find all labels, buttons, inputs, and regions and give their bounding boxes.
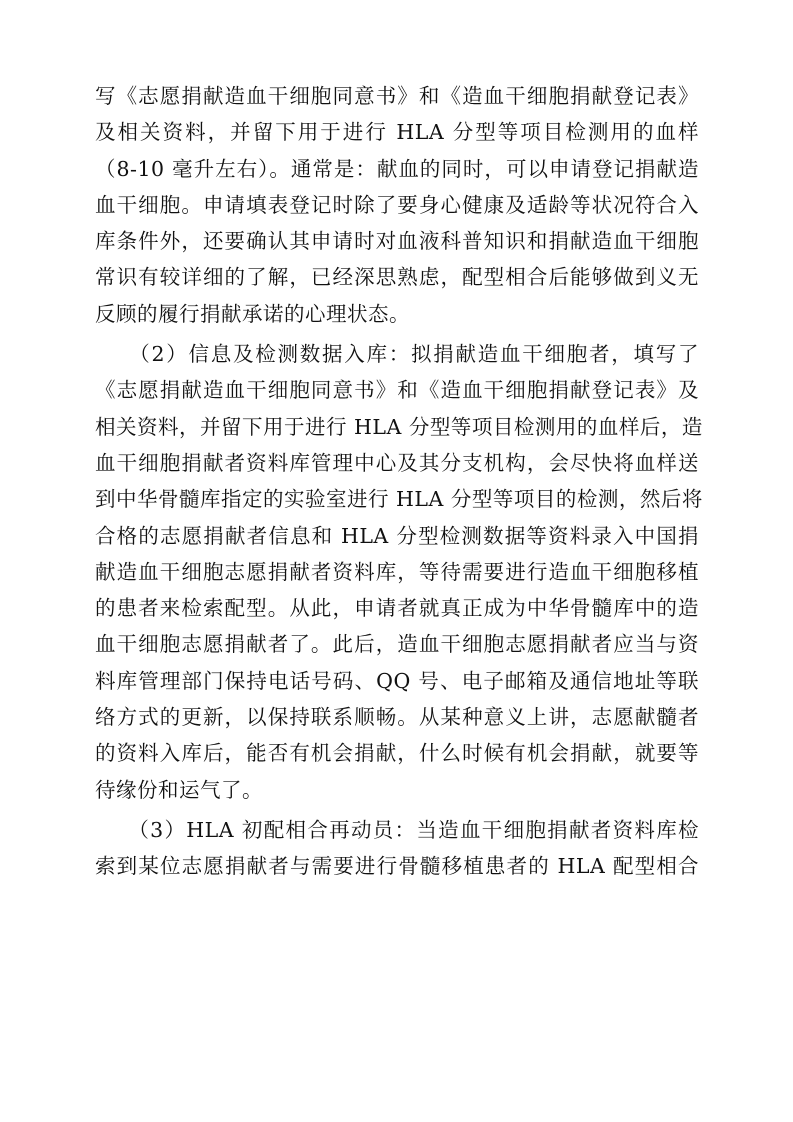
text-line: 库条件外，还要确认其申请时对血液科普知识和捐献造血干细胞 <box>95 229 699 254</box>
text-line: 写《志愿捐献造血干细胞同意书》和《造血干细胞捐献登记表》 <box>95 84 699 108</box>
text-line: 的资料入库后，能否有机会捐献，什么时候有机会捐献，就要等 <box>95 741 699 766</box>
text-line: 血干细胞。申请填表登记时除了要身心健康及适龄等状况符合入 <box>95 192 699 217</box>
text-line: 常识有较详细的了解，已经深思熟虑，配型相合后能够做到义无 <box>95 265 699 290</box>
text-line: 络方式的更新，以保持联系顺畅。从某种意义上讲，志愿献髓者 <box>95 705 699 730</box>
text-line: 血干细胞捐献者资料库管理中心及其分支机构，会尽快将血样送 <box>95 450 699 475</box>
paragraph-3 <box>95 812 699 885</box>
text-line: 合格的志愿捐献者信息和 HLA 分型检测数据等资料录入中国捐 <box>95 523 699 548</box>
text-line: 的患者来检索配型。从此，申请者就真正成为中华骨髓库中的造 <box>95 596 699 621</box>
text-line: 到中华骨髓库指定的实验室进行 HLA 分型等项目的检测，然后将 <box>95 487 703 512</box>
text-line: （2）信息及检测数据入库：拟捐献造血干细胞者，填写了 <box>95 342 699 367</box>
text-line: 待缘份和运气了。 <box>95 777 263 802</box>
document-page <box>95 78 703 889</box>
text-line: 及相关资料，并留下用于进行 HLA 分型等项目检测用的血样 <box>95 120 699 145</box>
text-line: 《志愿捐献造血干细胞同意书》和《造血干细胞捐献登记表》及 <box>95 378 699 403</box>
text-line: 血干细胞志愿捐献者了。此后，造血干细胞志愿捐献者应当与资 <box>95 632 699 657</box>
text-line: 索到某位志愿捐献者与需要进行骨髓移植患者的 HLA 配型相合 <box>95 854 699 879</box>
text-line: 料库管理部门保持电话号码、QQ 号、电子邮箱及通信地址等联 <box>95 668 699 693</box>
text-line: 相关资料，并留下用于进行 HLA 分型等项目检测用的血样后，造 <box>95 414 703 439</box>
paragraph-1 <box>95 78 699 332</box>
text-line: 反顾的履行捐献承诺的心理状态。 <box>95 301 410 326</box>
text-line: （8-10 毫升左右）。通常是：献血的同时，可以申请登记捐献造 <box>95 156 699 181</box>
paragraph-2 <box>95 336 703 808</box>
text-line: 献造血干细胞志愿捐献者资料库，等待需要进行造血干细胞移植 <box>95 559 699 584</box>
text-line: （3）HLA 初配相合再动员：当造血干细胞捐献者资料库检 <box>95 817 699 842</box>
